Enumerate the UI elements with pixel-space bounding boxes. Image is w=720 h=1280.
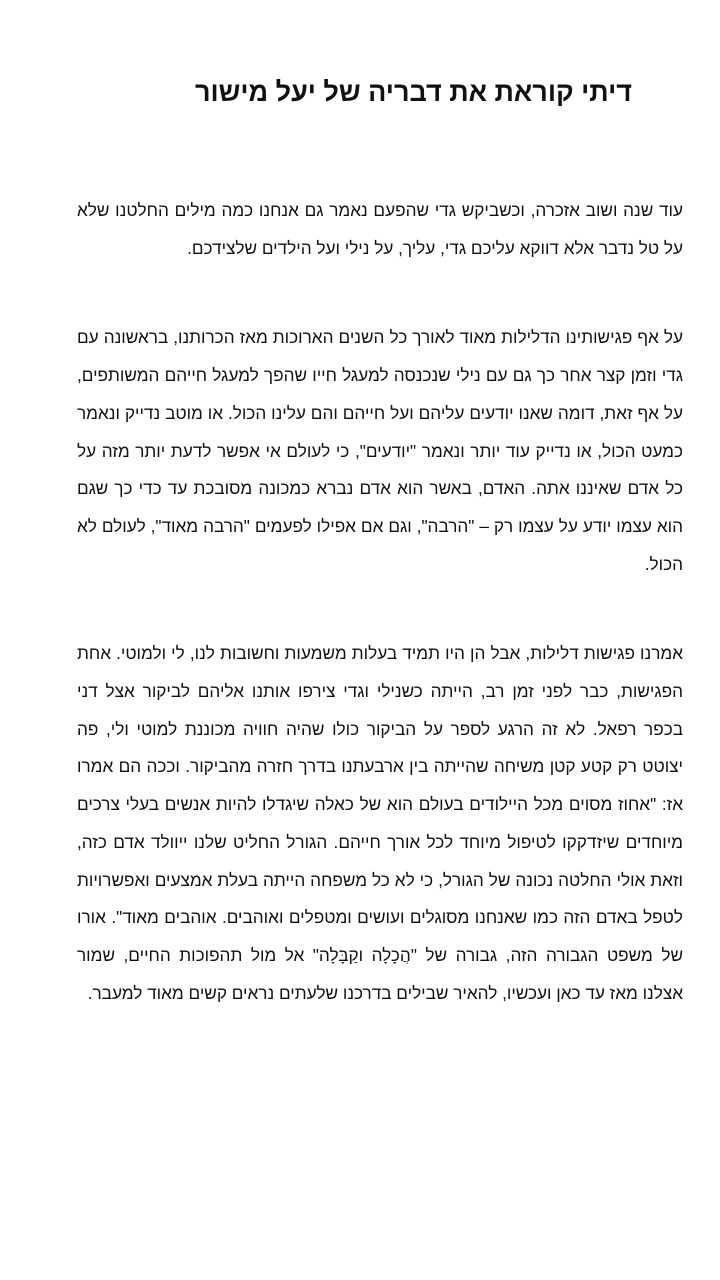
- paragraph-2: על אף פגישותינו הדלילות מאוד לאורך כל השנים הארוכות מאז הכרותנו, בראשונה עם גדי וזמן קצר אחר כך גם עם נילי שנכנסה למעגל חייו שהפך למעגל חייהם המשותפים, על אף זאת, דומה שאנו יודעים עליהם ועל חייהם והם עלינו הכול. או מוטב נדייק ונאמר כמעט הכול, או נדייק עוד יותר ונאמר "יודעים", כי לעולם אי אפשר לדעת יותר מזה על כל אדם שאיננו אתה. האדם, באשר הוא אדם נברא כמכונה מסובכת עד כדי כך שגם הוא עצמו יודע על עצמו רק – "הרבה", וגם אם אפילו לפעמים "הרבה מאוד", לעולם לא הכול.: [77, 327, 683, 574]
- document-body: [77, 192, 683, 1064]
- paragraph-3: אמרנו פגישות דלילות, אבל הן היו תמיד בעלות משמעות וחשובות לנו, לי ולמוטי. אחת הפגישות, כבר לפני זמן רב, הייתה כשנילי וגדי צירפו אותנו אליהם לביקור אצל דני בכפר רפאל. לא זה הרגע לספר על הביקור כולו שהיה חוויה מכוננת למוטי ולי, פה יצוטט רק קטע קטן משיחה שהייתה בין ארבעתנו בדרך חזרה מהביקור. וככה הם אמרו אז: "אחוז מסוים מכל היילודים בעולם הוא של כאלה שיגדלו להיות אנשים בעלי צרכים מיוחדים שיזדקקו לטיפול מיוחד לכל אורך חייהם. הגורל החליט שלנו ייוולד אדם כזה, וזאת אולי החלטה נכונה של הגורל, כי לא כל משפחה הייתה בעלת אמצעים ואפשרויות לטפל באדם הזה כמו שאנחנו מסוגלים ועושים ומטפלים ואוהבים. אוהבים מאוד". אורו של משפט הגבורה הזה, גבורה של "הֲכָלָה וקַבָּלָה" אל מול תהפוכות החיים, שמור אצלנו מאז עד כאן ועכשיו, להאיר שבילים בדרכנו שלעתים נראים קשים מאוד למעבר.: [77, 643, 683, 1003]
- paragraph-1: עוד שנה ושוב אזכרה, וכשביקש גדי שהפעם נאמר גם אנחנו כמה מילים החלטנו שלא על טל נדבר אלא דווקא עליכם גדי, עליך, על נילי ועל הילדים שלצידכם.: [77, 200, 683, 258]
- document-title: דיתי קוראת את דבריה של יעל מישור: [194, 77, 632, 107]
